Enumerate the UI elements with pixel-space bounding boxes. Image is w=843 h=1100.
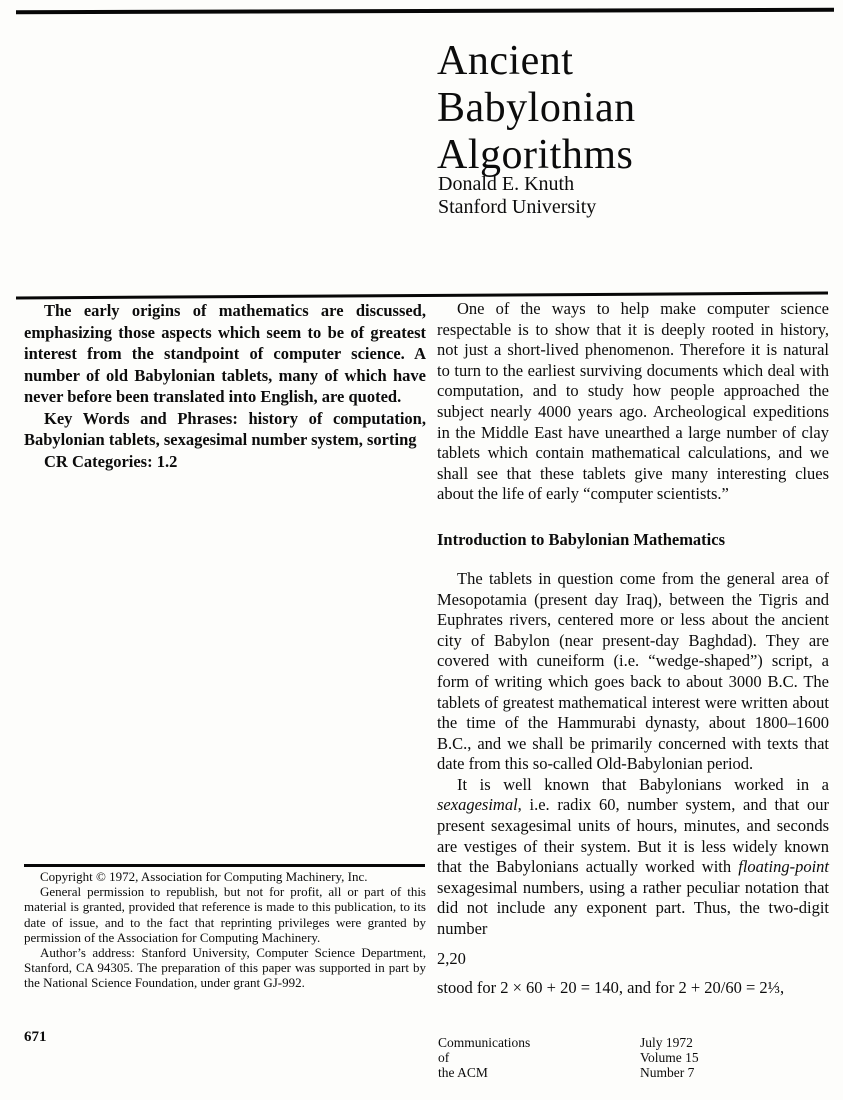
byline xyxy=(438,173,596,219)
abstract-summary: The early origins of mathematics are discussed, emphasizing those aspects which seem to be of greatest interest from the standpoint of computer science. A number of old Babylonian tablets, many of which have never before been translated into English, are quoted. xyxy=(24,301,426,406)
body-paragraph-equation: stood for 2 × 60 + 20 = 140, and for 2 + 20/60 = 2⅓, xyxy=(437,978,785,998)
paper-title xyxy=(437,38,636,179)
journal-line-1: Communications xyxy=(438,1035,531,1050)
issue-volume: Volume 15 xyxy=(640,1049,699,1065)
section-heading: Introduction to Babylonian Mathematics xyxy=(437,529,726,549)
title-line-3: Algorithms xyxy=(437,132,634,179)
issue-date: July 1972 xyxy=(640,1035,693,1050)
journal-name xyxy=(438,1036,530,1080)
author-address: Author’s address: Stanford University, Computer Science Department, Stanford, CA 94305. The preparation of this paper was supported in part by the National Science Foundation, under grant GJ-992. xyxy=(24,945,426,991)
intro-paragraph: One of the ways to help make computer science respectable is to show that it is deeply rooted in history, not just a short-lived phenomenon. Therefore it is natural to turn to the earliest surviving documents which deal with computation, and to study how people approached the subject nearly 4000 years ago. Archeological expeditions in the Middle East have unearthed a large number of clay tablets which contain mathematical calculations, and we shall see that these tablets give many interesting clues about the life of early “computer scientists.” xyxy=(437,299,829,504)
affiliation: Stanford University xyxy=(438,196,597,218)
italic-term-floating-point: floating-point xyxy=(738,857,829,877)
italic-term-sexagesimal: sexagesimal xyxy=(437,795,518,815)
body-text-span: , i.e. radix 60, number system, and that our present sexagesimal units of hours, minutes, and seconds are vestiges of their system. But it is less widely known that the Babylonians actually worked with xyxy=(437,795,829,877)
top-rule xyxy=(16,8,834,15)
journal-line-3: the ACM xyxy=(438,1064,488,1080)
footnote-block xyxy=(24,869,426,991)
permission-notice: General permission to republish, but not for profit, all or part of this material is granted, provided that reference is made to this publication, to its date of issue, and to the fact that reprinting privileges were granted by permission of the Association for Computing Machinery. xyxy=(24,884,426,945)
page-number: 671 xyxy=(24,1029,47,1045)
display-number: 2,20 xyxy=(437,948,466,968)
footnote-rule xyxy=(24,864,425,867)
body-text-span: It is well known that Babylonians worked in a xyxy=(457,774,829,794)
title-line-1: Ancient xyxy=(437,38,574,85)
issue-number: Number 7 xyxy=(640,1064,695,1080)
article-body xyxy=(437,299,829,999)
issue-info xyxy=(640,1036,699,1080)
journal-line-2: of xyxy=(438,1049,450,1065)
body-text-span: sexagesimal numbers, using a rather peculiar notation that did not include any exponent part. Thus, the two-digit number xyxy=(437,877,829,939)
cr-categories: CR Categories: 1.2 xyxy=(44,451,178,471)
author-name: Donald E. Knuth xyxy=(438,173,575,195)
body-paragraph-sexagesimal xyxy=(437,775,829,940)
title-line-2: Babylonian xyxy=(437,85,636,132)
body-paragraph-tablets: The tablets in question come from the general area of Mesopotamia (present day Iraq), between the Tigris and Euphrates rivers, centered more or less about the ancient city of Babylon (near present-day Baghdad). They are covered with cuneiform (i.e. “wedge-shaped”) script, a form of writing which goes back to about 3000 B.C. The tablets of greatest mathematical interest were written about the time of the Hammurabi dynasty, about 1800–1600 B.C., and we shall be primarily concerned with texts that date from this so-called Old-Babylonian period. xyxy=(437,568,829,774)
copyright-notice: Copyright © 1972, Association for Computing Machinery, Inc. xyxy=(40,869,368,884)
abstract xyxy=(24,300,426,472)
keywords: Key Words and Phrases: history of computation, Babylonian tablets, sexagesimal number system, sorting xyxy=(24,408,426,449)
